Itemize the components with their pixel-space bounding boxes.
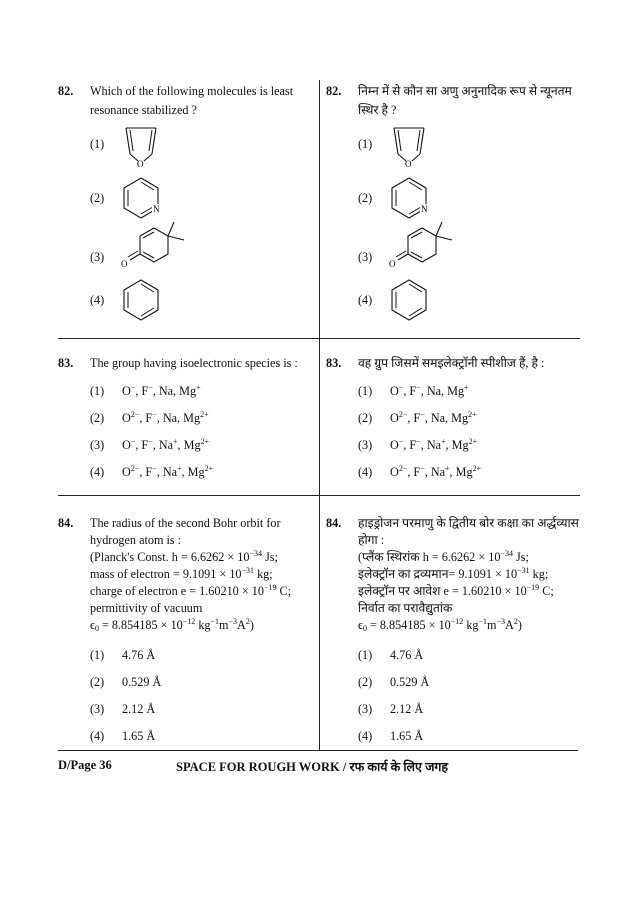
q82-text-line2: resonance stabilized ? [90,103,197,117]
option-number: (4) [358,729,373,743]
q82-benzene-structure-hindi [384,276,434,326]
option-number: (1) [90,137,105,151]
hindi-column [326,0,582,750]
q84-permittivity-value: $\epsilon_0 = 8.854185 \times 10^{-12}$ $kg^{-1}m^{-3}A^2$) [90,617,254,633]
oxygen-atom-label: O [405,159,412,169]
option-number: (2) [90,191,105,205]
q82-furan-structure [116,124,166,174]
option-text: $O^{2-}$, F−, Na, $Mg^{2+}$ [390,410,477,425]
option-text: O−, F−, Na, Mg+ [390,383,469,398]
q82-text-hindi-line2: स्थिर है ? [358,103,397,117]
option-number: (4) [358,293,373,307]
q83-number-hindi: 83. [326,356,342,370]
option-number: (3) [90,438,105,452]
option-number: (3) [358,250,373,264]
q84-option-2-hindi[interactable] [358,674,478,692]
option-number: (2) [358,675,373,689]
option-text: $O^{2-}$, F−, Na, $Mg^{2+}$ [122,410,209,425]
option-text: $O^{2-}$, F−, Na+, $Mg^{2+}$ [122,464,214,479]
q84-option-3-hindi[interactable] [358,701,478,719]
q82-dienone-structure-hindi [384,220,464,276]
option-number: (1) [90,384,105,398]
q83-text-hindi: वह ग्रुप जिसमें समइलेक्ट्रॉनी स्पीशीज हैं, है : [358,356,545,370]
column-divider [319,80,320,750]
q84-number: 84. [58,516,74,530]
q82-dienone-structure [116,220,196,276]
q82-number-hindi: 82. [326,84,342,98]
q83-option-4-hindi[interactable] [358,464,578,482]
option-number: (4) [90,293,105,307]
q84-option-1-hindi[interactable] [358,647,478,665]
q84-electron-mass-hindi: इलेक्ट्रॉन का द्रव्यमान= $9.1091 \times 10^{-31}$ kg; [358,566,549,581]
option-number: (3) [90,250,105,264]
rough-work-label: SPACE FOR ROUGH WORK / रफ कार्य के लिए जगह [176,760,449,774]
q84-option-2[interactable] [90,674,210,692]
option-number: (4) [90,465,105,479]
option-number: (1) [358,384,373,398]
option-number: (4) [90,729,105,743]
option-number: (3) [358,702,373,716]
option-text: O−, F−, Na, Mg+ [122,383,201,398]
q84-permittivity-label-hindi: निर्वात का परावैद्युतांक [358,601,453,615]
q83-text: The group having isoelectronic species is : [90,356,298,370]
q84-option-4-hindi[interactable] [358,728,478,746]
q82-number: 82. [58,84,74,98]
q84-number-hindi: 84. [326,516,342,530]
q83-option-3-hindi[interactable] [358,437,578,455]
q84-planck-constant: (Planck's Const. $h = 6.6262 \times 10^{-34}$ Js; [90,549,278,564]
option-text: 0.529 Å [390,675,430,689]
option-text: 2.12 Å [390,702,424,716]
option-text: 1.65 Å [122,729,156,743]
oxygen-atom-label: O [137,159,144,169]
oxygen-atom-label: O [389,259,396,269]
page-number: D/Page 36 [58,758,112,772]
q84-planck-constant-hindi: (प्लैंक स्थिरांक $h = 6.6262 \times 10^{-34}$ Js; [358,549,529,564]
q82-pyridine-structure-hindi [384,174,434,224]
option-number: (1) [358,648,373,662]
q83-option-4[interactable] [90,464,310,482]
nitrogen-atom-label: N [421,204,428,214]
q83-option-1-hindi[interactable] [358,383,578,401]
option-text: O−, F−, Na+, $Mg^{2+}$ [390,437,478,452]
q84-permittivity-value-hindi: $\epsilon_0 = 8.854185 \times 10^{-12}$ $kg^{-1}m^{-3}A^2$) [358,617,522,633]
option-number: (1) [90,648,105,662]
q84-electron-mass: mass of electron = $9.1091 \times 10^{-31}$ kg; [90,566,273,581]
q83-option-3[interactable] [90,437,310,455]
oxygen-atom-label: O [121,259,128,269]
option-number: (1) [358,137,373,151]
option-text: O−, F−, Na+, $Mg^{2+}$ [122,437,210,452]
q84-electron-charge: charge of electron $e = 1.60210 \times 10^{-19}$ C; [90,583,292,598]
q82-text-line1: Which of the following molecules is least [90,84,294,98]
footer-rule [58,750,578,751]
nitrogen-atom-label: N [153,204,160,214]
q84-option-1[interactable] [90,647,210,665]
q83-number: 83. [58,356,74,370]
english-column [58,0,316,750]
q83-option-1[interactable] [90,383,310,401]
q84-text-line2: hydrogen atom is : [90,533,182,547]
option-number: (3) [90,702,105,716]
option-number: (3) [358,438,373,452]
q84-option-4[interactable] [90,728,210,746]
q82-benzene-structure [116,276,166,326]
option-text: $O^{2-}$, F−, Na+, $Mg^{2+}$ [390,464,482,479]
option-text: 4.76 Å [390,648,424,662]
q82-furan-structure-hindi [384,124,434,174]
option-number: (2) [358,411,373,425]
q82-text-hindi-line1: निम्न में से कौन सा अणु अनुनादिक रूप से न्यूनतम [358,84,572,98]
q83-option-2[interactable] [90,410,310,428]
option-text: 4.76 Å [122,648,156,662]
q84-permittivity-label: permittivity of vacuum [90,601,203,615]
q84-option-3[interactable] [90,701,210,719]
option-text: 2.12 Å [122,702,156,716]
q83-option-2-hindi[interactable] [358,410,578,428]
option-number: (4) [358,465,373,479]
option-text: 1.65 Å [390,729,424,743]
q84-text-hindi-line2: होगा : [358,533,385,547]
option-text: 0.529 Å [122,675,162,689]
option-number: (2) [90,675,105,689]
q82-pyridine-structure [116,174,166,224]
option-number: (2) [90,411,105,425]
q84-text-hindi-line1: हाइड्रोजन परमाणु के द्वितीय बोर कक्षा का अर्द्धव्यास [358,516,579,530]
q84-text-line1: The radius of the second Bohr orbit for [90,516,281,530]
option-number: (2) [358,191,373,205]
q84-electron-charge-hindi: इलेक्ट्रॉन पर आवेश $e = 1.60210 \times 10^{-19}$ C; [358,583,554,598]
